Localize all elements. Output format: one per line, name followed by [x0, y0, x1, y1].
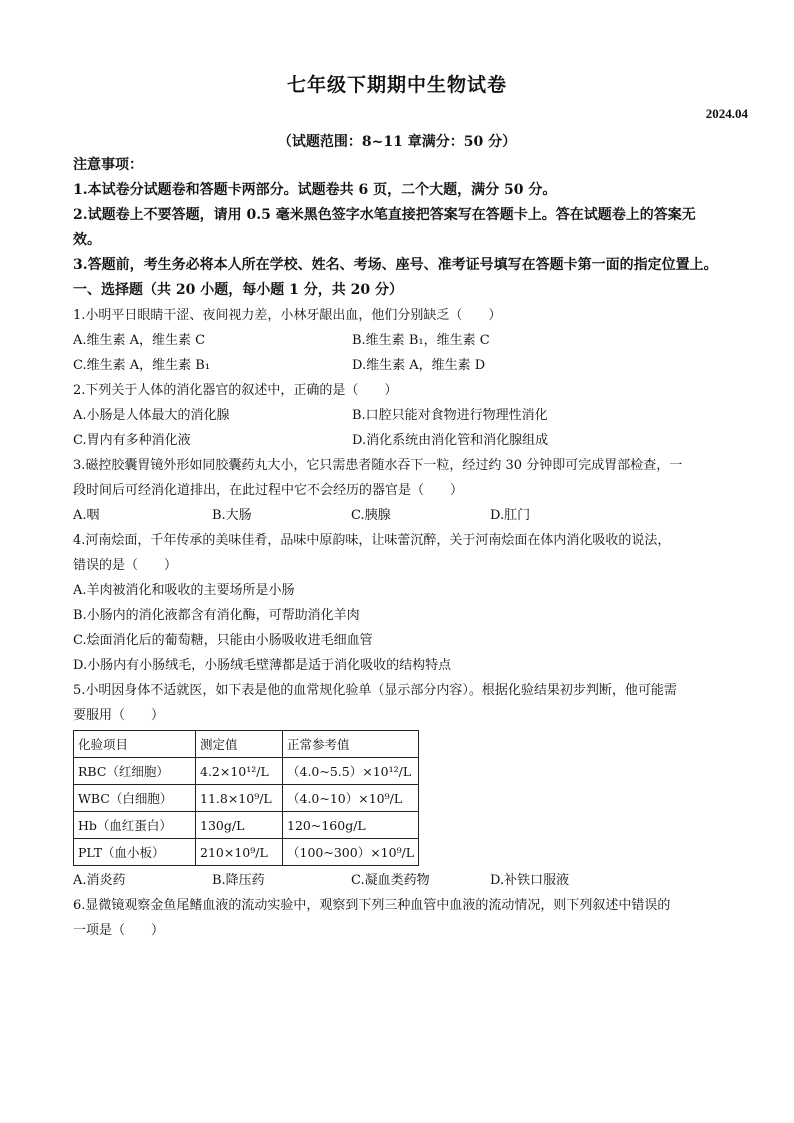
- question-5-stem: 5.小明因身体不适就医，如下表是他的血常规化验单（显示部分内容）。根据化验结果初步判断，他可能需: [73, 683, 677, 698]
- exam-date: 2024.04: [705, 106, 748, 121]
- option-c: C.烩面消化后的葡萄糖，只能由小肠吸收进毛细血管: [73, 633, 373, 648]
- notice-item-2: 2.试题卷上不要答题，请用 0.5 毫米黑色签字水笔直接把答案写在答题卡上。答在试题卷上的答案无效。: [73, 207, 696, 248]
- table-header: 正常参考值: [283, 731, 419, 758]
- question-3-stem: 3.磁控胶囊胃镜外形如同胶囊药丸大小，它只需患者随水吞下一粒，经过约 30 分钟即可完成胃部检查，一: [73, 458, 683, 473]
- table-cell: 120~160g/L: [283, 812, 419, 839]
- table-cell: 4.2×10¹²/L: [196, 758, 283, 785]
- option-b: B.降压药: [212, 873, 265, 888]
- option-a: A.维生素 A，维生素 C: [73, 333, 206, 348]
- notice-heading: 注意事项：: [73, 157, 143, 173]
- question-5-stem-cont: 要服用（ ）: [73, 708, 165, 723]
- question-2-options: [73, 403, 723, 428]
- exam-scope: （试题范围：8~11 章满分：50 分）: [277, 134, 517, 150]
- option-b: B.小肠内的消化液都含有消化酶，可帮助消化羊肉: [73, 608, 360, 623]
- table-cell: 130g/L: [196, 812, 283, 839]
- table-cell: 210×10⁹/L: [196, 839, 283, 866]
- question-3-stem-cont: 段时间后可经消化道排出，在此过程中它不会经历的器官是（ ）: [73, 483, 464, 498]
- table-cell: PLT（血小板）: [74, 839, 196, 866]
- option-b: B.口腔只能对食物进行物理性消化: [352, 408, 548, 423]
- question-4-stem: 4.河南烩面，千年传承的美味佳肴，品味中原韵味，让味蕾沉醉，关于河南烩面在体内消化吸收的说法，: [73, 533, 671, 548]
- table-header: 测定值: [196, 731, 283, 758]
- table-cell: WBC（白细胞）: [74, 785, 196, 812]
- question-2-options: [73, 428, 723, 453]
- question-1-options: [73, 353, 723, 378]
- table-row: [74, 758, 419, 785]
- question-2-stem: 2.下列关于人体的消化器官的叙述中，正确的是（ ）: [73, 383, 398, 398]
- exam-body: [73, 153, 723, 943]
- table-row: [74, 839, 419, 866]
- table-cell: （4.0~5.5）×10¹²/L: [283, 758, 419, 785]
- option-a: A.咽: [73, 508, 100, 523]
- option-c: C.凝血类药物: [351, 873, 430, 888]
- table-cell: 11.8×10⁹/L: [196, 785, 283, 812]
- option-d: D.补铁口服液: [490, 873, 570, 888]
- table-header-row: [74, 731, 419, 758]
- table-cell: Hb（血红蛋白）: [74, 812, 196, 839]
- question-3-options: [73, 503, 723, 528]
- option-a: A.消炎药: [73, 873, 126, 888]
- option-b: B.维生素 B₁，维生素 C: [352, 333, 490, 348]
- table-header: 化验项目: [74, 731, 196, 758]
- question-6-stem-cont: 一项是（ ）: [73, 923, 165, 938]
- page-title: 七年级下期期中生物试卷: [286, 74, 507, 96]
- question-6-stem: 6.显微镜观察金鱼尾鳍血液的流动实验中，观察到下列三种血管中血液的流动情况，则下列叙述中错误的: [73, 898, 671, 913]
- table-cell: （100~300）×10⁹/L: [283, 839, 419, 866]
- option-a: A.小肠是人体最大的消化腺: [73, 408, 230, 423]
- notice-item-3: 3.答题前，考生务必将本人所在学校、姓名、考场、座号、准考证号填写在答题卡第一面的指定位置上。: [73, 257, 718, 273]
- section-heading: 一、选择题（共 20 小题，每小题 1 分，共 20 分）: [73, 282, 403, 298]
- table-cell: RBC（红细胞）: [74, 758, 196, 785]
- option-d: D.肛门: [490, 508, 531, 523]
- table-row: [74, 812, 419, 839]
- option-a: A.羊肉被消化和吸收的主要场所是小肠: [73, 583, 295, 598]
- table-row: [74, 785, 419, 812]
- notice-item-1: 1.本试卷分试题卷和答题卡两部分。试题卷共 6 页，二个大题，满分 50 分。: [73, 182, 557, 198]
- question-5-options: [73, 868, 723, 893]
- option-c: C.维生素 A，维生素 B₁: [73, 358, 211, 373]
- option-d: D.维生素 A，维生素 D: [352, 358, 486, 373]
- table-cell: （4.0~10）×10⁹/L: [283, 785, 419, 812]
- question-1-options: [73, 328, 723, 353]
- option-b: B.大肠: [212, 508, 252, 523]
- question-4-stem-cont: 错误的是（ ）: [73, 558, 178, 573]
- option-c: C.胰腺: [351, 508, 391, 523]
- option-c: C.胃内有多种消化液: [73, 433, 191, 448]
- blood-test-table: [73, 730, 419, 866]
- option-d: D.小肠内有小肠绒毛，小肠绒毛壁薄都是适于消化吸收的结构特点: [73, 658, 452, 673]
- option-d: D.消化系统由消化管和消化腺组成: [352, 433, 549, 448]
- question-1-stem: 1.小明平日眼睛干涩、夜间视力差，小林牙龈出血，他们分别缺乏（ ）: [73, 308, 502, 323]
